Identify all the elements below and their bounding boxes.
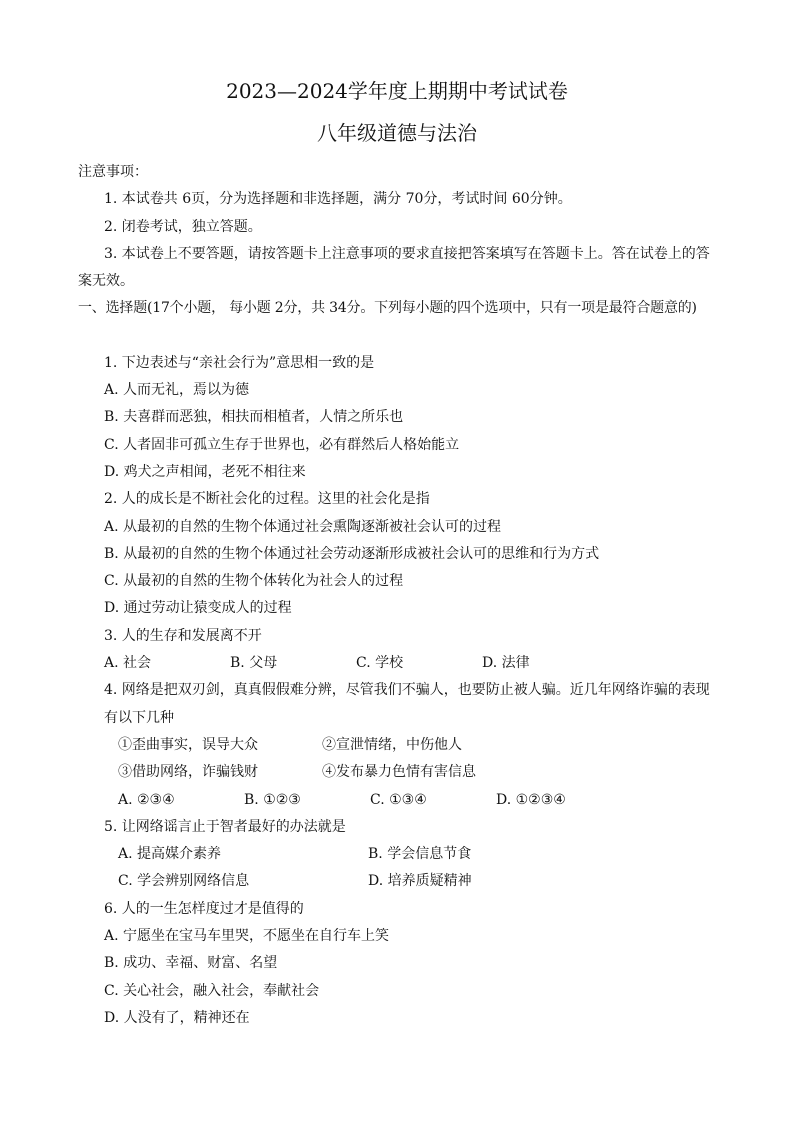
- option: B. ①②③: [244, 791, 301, 808]
- exam-title: 2023—2024学年度上期期中考试试卷: [226, 79, 568, 103]
- option: D. 鸡犬之声相闻，老死不相往来: [104, 463, 306, 480]
- question-stem: 4. 网络是把双刃剑，真真假假难分辨，尽管我们不骗人，也要防止被人骗。近几年网络诈骗的表现有以下几种: [104, 682, 710, 726]
- option: D. 通过劳动让猿变成人的过程: [104, 600, 292, 617]
- option: C. ①③④: [370, 791, 427, 808]
- option: B. 父母: [230, 655, 278, 672]
- section-heading: 一、选择题(17个小题， 每小题 2分，共 34分。下列每小题的四个选项中，只有一项是最符合题意的): [78, 300, 697, 317]
- question-stem: 6. 人的一生怎样度过才是值得的: [104, 900, 304, 917]
- option: C. 学会辨别网络信息: [118, 873, 250, 890]
- notes-item: 2. 闭卷考试，独立答题。: [104, 218, 262, 235]
- option: C. 从最初的自然的生物个体转化为社会人的过程: [104, 573, 404, 590]
- option: D. 法律: [482, 655, 530, 672]
- option-row: [78, 868, 722, 895]
- option: A. 人而无礼，焉以为德: [104, 382, 250, 399]
- question-stem: 5. 让网络谣言止于智者最好的办法就是: [104, 818, 346, 835]
- notes-item: 3. 本试卷上不要答题，请按答题卡上注意事项的要求直接把答案填写在答题卡上。答在试卷上的答案无效。: [78, 245, 710, 290]
- option: A. 从最初的自然的生物个体通过社会熏陶逐渐被社会认可的过程: [104, 518, 502, 535]
- option-row: [78, 787, 722, 814]
- notes-item: 1. 本试卷共 6页，分为选择题和非选择题，满分 70分，考试时间 60分钟。: [104, 191, 572, 208]
- exam-subtitle: 八年级道德与法治: [317, 121, 477, 145]
- notes-heading: 注意事项：: [78, 164, 148, 180]
- option: B. 成功、幸福、财富、名望: [104, 955, 278, 972]
- statement-row: [78, 732, 722, 759]
- question-stem: 3. 人的生存和发展离不开: [104, 627, 262, 644]
- option: B. 夫喜群而恶独，相扶而相植者，人情之所乐也: [104, 409, 404, 426]
- statement-row: [78, 759, 722, 786]
- question-stem: 1. 下边表述与“亲社会行为”意思相一致的是: [104, 354, 375, 371]
- option: C. 关心社会，融入社会，奉献社会: [104, 982, 320, 999]
- option: D. 人没有了，精神还在: [104, 1009, 250, 1026]
- option: A. 社会: [104, 655, 152, 672]
- option: A. ②③④: [118, 791, 175, 808]
- statement: ①歪曲事实，误导大众: [118, 736, 258, 753]
- statement: ③借助网络，诈骗钱财: [118, 764, 258, 781]
- option: B. 学会信息节食: [368, 846, 472, 863]
- option: D. 培养质疑精神: [368, 873, 472, 890]
- option: B. 从最初的自然的生物个体通过社会劳动逐渐形成被社会认可的思维和行为方式: [104, 545, 600, 562]
- question-stem: 2. 人的成长是不断社会化的过程。这里的社会化是指: [104, 491, 430, 508]
- option-row: [78, 650, 722, 677]
- option: D. ①②③④: [496, 791, 566, 808]
- option: A. 提高媒介素养: [118, 846, 222, 863]
- statement: ④发布暴力色情有害信息: [322, 764, 476, 781]
- option-row: [78, 841, 722, 868]
- statement: ②宣泄情绪，中伤他人: [322, 736, 462, 753]
- option: A. 宁愿坐在宝马车里哭，不愿坐在自行车上笑: [104, 928, 390, 945]
- option: C. 学校: [356, 655, 404, 672]
- option: C. 人者固非可孤立生存于世界也，必有群然后人格始能立: [104, 436, 460, 453]
- exam-body: [78, 159, 722, 1032]
